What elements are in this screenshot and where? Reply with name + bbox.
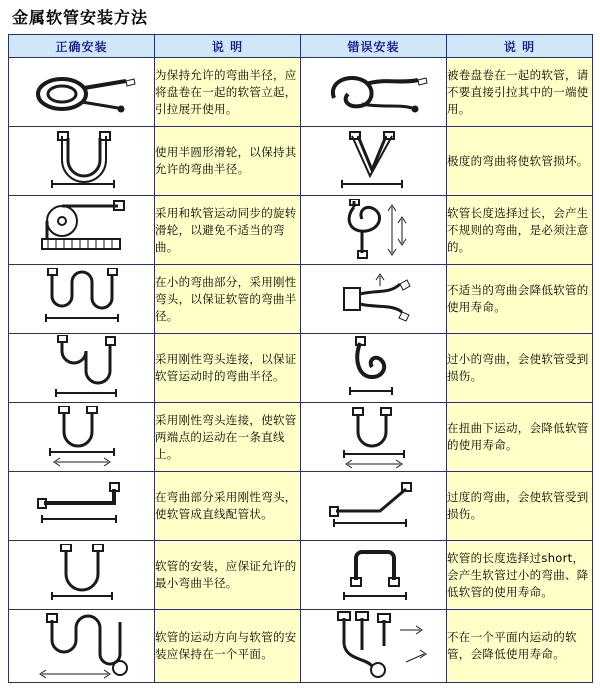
coiled-hose-pulled-icon: [301, 58, 447, 127]
row-7-correct-desc: 在弯曲部分采用刚性弯头，使软管成直线配管状。: [155, 472, 301, 541]
table-row: [9, 196, 593, 265]
row-6-wrong-desc: 在扭曲下运动，会降低软管的使用寿命。: [447, 403, 593, 472]
rotating-pulley-chain-icon: [9, 196, 155, 265]
row-1-correct-desc: 为保持允许的弯曲半径，应将盘卷在一起的软管立起，引拉展开使用。: [155, 58, 301, 127]
page-title: 金属软管安装方法: [12, 8, 149, 27]
row-9-wrong-desc: 不在一个平面内运动的软管，会降低使用寿命。: [447, 610, 593, 683]
table-row: [9, 265, 593, 334]
header-wrong-install: 错误安装: [301, 35, 447, 58]
rigid-elbow-small-bend-icon: [9, 265, 155, 334]
table-row: [9, 472, 593, 541]
rigid-elbow-straight-line-icon: [9, 403, 155, 472]
row-8-correct-desc: 软管的安装，应保证允许的最小弯曲半径。: [155, 541, 301, 610]
table-row: [9, 58, 593, 127]
semicircle-pulley-u-bend-icon: [9, 127, 155, 196]
coiled-hose-flat-icon: [9, 58, 155, 127]
header-correct-desc: 说 明: [155, 35, 301, 58]
row-3-wrong-desc: 软管长度选择过长，会产生不规则的弯曲，是必须注意的。: [447, 196, 593, 265]
same-plane-motion-icon: [9, 610, 155, 683]
row-2-wrong-desc: 极度的弯曲将使软管损坏。: [447, 127, 593, 196]
tight-u-bend-icon: [301, 334, 447, 403]
table-row: [9, 610, 593, 683]
row-5-wrong-desc: 过小的弯曲，会使软管受到损伤。: [447, 334, 593, 403]
rigid-elbow-s-bend-icon: [9, 334, 155, 403]
sharp-v-bend-icon: [301, 127, 447, 196]
twisted-u-hose-icon: [301, 403, 447, 472]
row-4-correct-desc: 在小的弯曲部分，采用刚性弯头，以保证软管的弯曲半径。: [155, 265, 301, 334]
row-8-wrong-desc: 软管的长度选择过short，会产生软管过小的弯曲、降低软管的使用寿命。: [447, 541, 593, 610]
excess-length-square-bend-icon: [301, 541, 447, 610]
row-9-correct-desc: 软管的运动方向与软管的安装应保持在一个平面。: [155, 610, 301, 683]
table-row: [9, 334, 593, 403]
out-of-plane-motion-icon: [301, 610, 447, 683]
installation-methods-table: [8, 34, 593, 683]
straight-pipe-elbow-icon: [9, 472, 155, 541]
table-row: [9, 541, 593, 610]
table-row: [9, 403, 593, 472]
row-5-correct-desc: 采用刚性弯头连接，以保证软管运动时的弯曲半径。: [155, 334, 301, 403]
improper-bend-block-icon: [301, 265, 447, 334]
long-loop-hose-icon: [301, 196, 447, 265]
row-1-wrong-desc: 被卷盘卷在一起的软管，请不要直接引拉其中的一端使用。: [447, 58, 593, 127]
min-bend-radius-u-icon: [9, 541, 155, 610]
row-2-correct-desc: 使用半圆形滑轮，以保持其允许的弯曲半径。: [155, 127, 301, 196]
row-4-wrong-desc: 不适当的弯曲会降低软管的使用寿命。: [447, 265, 593, 334]
row-7-wrong-desc: 过度的弯曲，会使软管受到损伤。: [447, 472, 593, 541]
table-header-row: [9, 35, 593, 58]
header-wrong-desc: 说 明: [447, 35, 593, 58]
over-bent-pipe-icon: [301, 472, 447, 541]
row-6-correct-desc: 采用刚性弯头连接，使软管两端点的运动在一条直线上。: [155, 403, 301, 472]
row-3-correct-desc: 采用和软管运动同步的旋转滑轮，以避免不适当的弯曲。: [155, 196, 301, 265]
header-correct-install: 正确安装: [9, 35, 155, 58]
table-row: [9, 127, 593, 196]
